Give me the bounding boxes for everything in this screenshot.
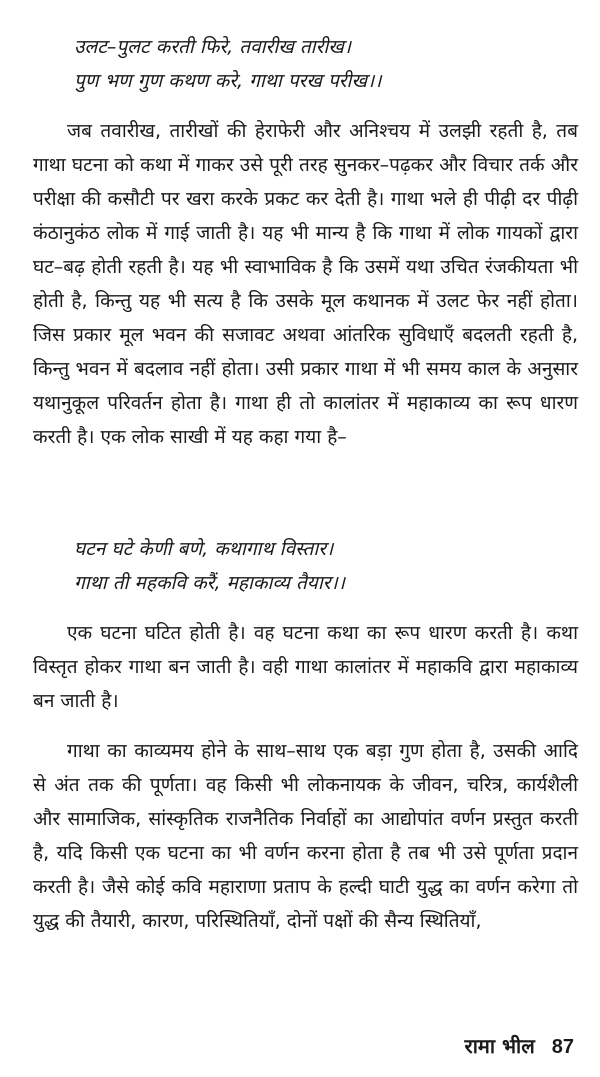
verse-line: गाथा ती महकवि करैं, महाकाव्य तैयार।। [74, 572, 345, 594]
book-title: रामा भील [464, 1034, 535, 1058]
page-footer [465, 1032, 574, 1059]
paragraph-2: एक घटना घटित होती है। वह घटना कथा का रूप धारण करती है। कथा विस्तृत होकर गाथा बन जाती है। वही गाथा कालांतर में महाकवि द्वारा महाकाव्य बन जाती है। [33, 622, 578, 712]
verse-line: घटन घटे केणी बणे, कथागाथ विस्तार। [74, 538, 334, 560]
verse-line: उलट–पुलट करती फिरे, तवारीख तारीख। [74, 36, 352, 58]
paragraph-3: गाथा का काव्यमय होने के साथ–साथ एक बड़ा गुण होता है, उसकी आदि से अंत तक की पूर्णता। वह किसी भी लोकनायक के जीवन, चरित्र, कार्यशैली और सामाजिक, सांस्कृतिक राजनैतिक निर्वाहों का आद्योपांत वर्णन प्रस्तुत करती है, यदि किसी एक घटना का भी वर्णन करना होता है तब भी उसे पूर्णता प्रदान करती है। जैसे कोई कवि महाराणा प्रताप के हल्दी घाटी युद्ध का वर्णन करेगा तो युद्ध की तैयारी, कारण, परिस्थितियाँ, दोनों पक्षों की सैन्य स्थितियाँ, [33, 740, 578, 932]
paragraph-1: जब तवारीख, तारीखों की हेराफेरी और अनिश्चय में उलझी रहती है, तब गाथा घटना को कथा में गाकर उसे पूरी तरह सुनकर–पढ़कर और विचार तर्क और परीक्षा की कसौटी पर खरा करके प्रकट कर देती है। गाथा भले ही पीढ़ी दर पीढ़ी कंठानुकंठ लोक में गाई जाती है। यह भी मान्य है कि गाथा में लोक गायकों द्वारा घट–बढ़ होती रहती है। यह भी स्वाभाविक है कि उसमें यथा उचित रंजकीयता भी होती है, किन्तु यह भी सत्य है कि उसके मूल कथानक में उलट फेर नहीं होता। जिस प्रकार मूल भवन की सजावट अथवा आंतरिक सुविधाएँ बदलती रहती है, किन्तु भवन में बदलाव नहीं होता। उसी प्रकार गाथा में भी समय काल के अनुसार यथानुकूल परिवर्तन होता है। गाथा ही तो कालांतर में महाकाव्य का रूप धारण करती है। एक लोक साखी में यह कहा गया है– [33, 120, 578, 448]
page-number: 87 [551, 1036, 574, 1058]
verse-couplet-1 [74, 30, 574, 98]
verse-couplet-2 [74, 532, 574, 600]
verse-line: पुण भण गुण कथण करे, गाथा परख परीख।। [74, 70, 382, 92]
